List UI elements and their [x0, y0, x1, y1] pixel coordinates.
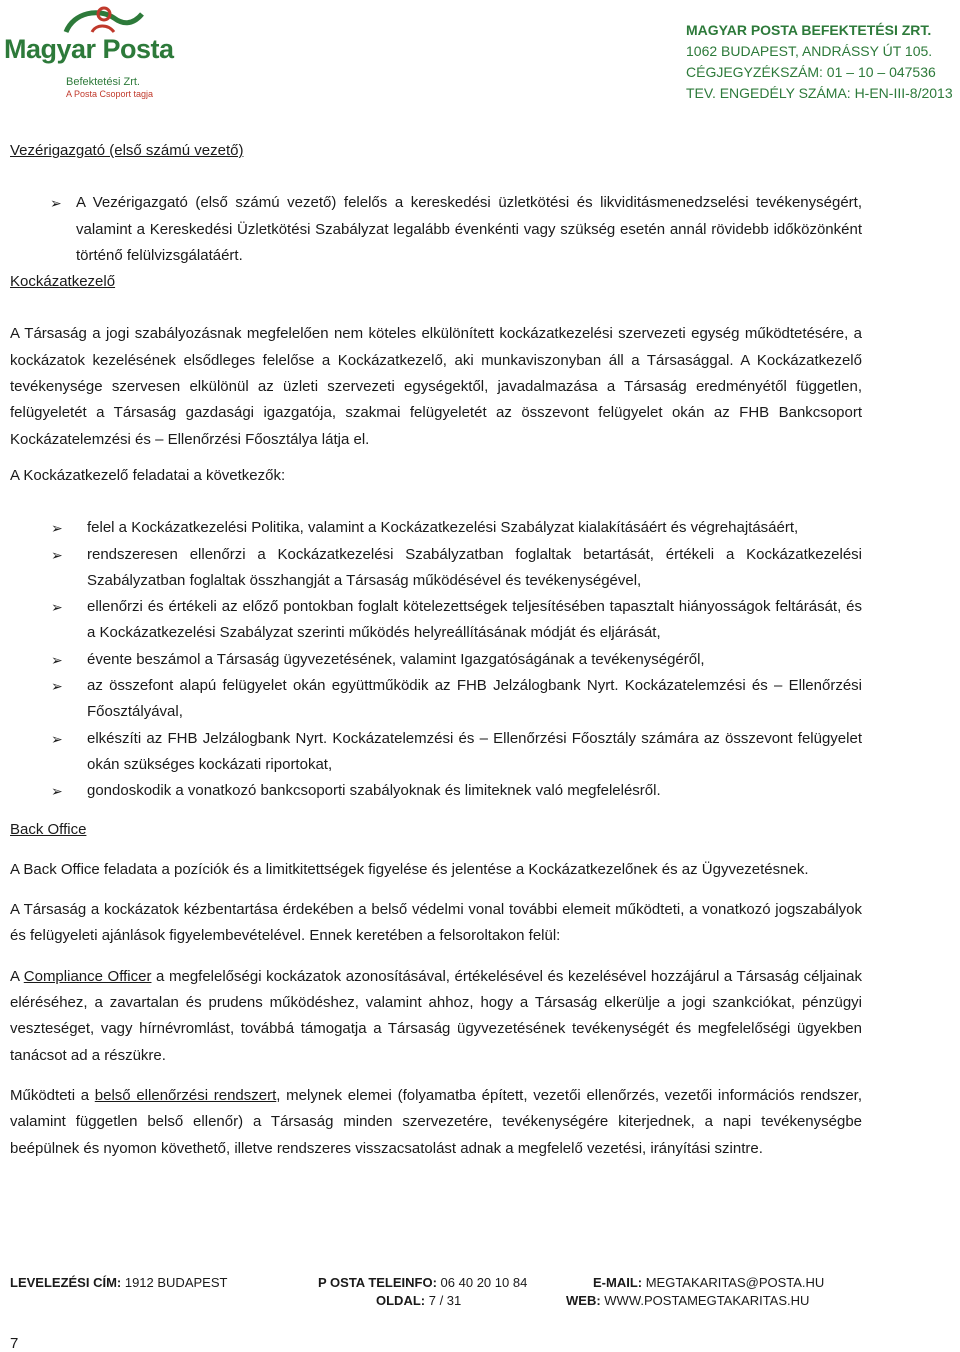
ceo-list	[10, 190, 862, 269]
tasks-list	[10, 515, 862, 804]
arrow-bullet-icon: ➢	[51, 730, 63, 747]
arrow-bullet-icon: ➢	[51, 546, 63, 563]
compliance-paragraph: A Compliance Officer a megfelelőségi kockázatok azonosításával, értékelésével és kezelésével hozzájárul a Társaság céljainak eléréséhez, a zavartalan és prudens működéshez, valamint ahhoz, hogy a Társaság elkerülje a jogi szankciókat, pénzügyi veszteséget, vagy hírnévromlást, továbbá támogatja a Társaság ügyvezetésének tevékenységét és megfelelőségi ügyekben tanácsot ad a részükre.	[10, 967, 862, 1064]
footer-web: WEB: WWW.POSTAMEGTAKARITAS.HU	[566, 1293, 810, 1308]
arrow-bullet-icon: ➢	[51, 599, 63, 616]
list-item: ➢ felel a Kockázatkezelési Politika, valamint a Kockázatkezelési Szabályzat kialakításáért és végrehajtásáért,	[10, 515, 862, 541]
list-item: ➢ gondoskodik a vonatkozó bankcsoporti szabályoknak és limiteknek való megfelelésről.	[10, 778, 862, 804]
logo-name: Magyar Posta	[4, 34, 174, 64]
list-item: ➢ elkészíti az FHB Jelzálogbank Nyrt. Kockázatelemzési és – Ellenőrzési Főosztály számára az összevont felügyelet okán szükséges kockázati riportokat,	[10, 726, 862, 779]
company-address: 1062 BUDAPEST, ANDRÁSSY ÚT 105.	[686, 43, 933, 59]
company-name: MAGYAR POSTA BEFEKTETÉSI ZRT.	[686, 22, 932, 38]
arrow-bullet-icon: ➢	[51, 678, 63, 695]
company-license: TEV. ENGEDÉLY SZÁMA: H-EN-III-8/2013	[686, 85, 953, 101]
controls-paragraph: A Társaság a kockázatok kézbentartása érdekében a belső védelmi vonal további elemeit működteti, a vonatkozó jogszabályok és felügyeleti ajánlások figyelembevételével. Ennek keretében a felsoroltakon felül:	[10, 901, 862, 945]
footer-page: OLDAL: 7 / 31	[376, 1293, 462, 1308]
logo-tagline: A Posta Csoport tagja	[66, 89, 154, 99]
list-item: ➢ A Vezérigazgató (első számú vezető) felelős a kereskedési üzletkötési és likviditásmenedzselési tevékenységért, valamint a Kereskedési Üzletkötési Szabályzat legalább évenkénti vagy szükség esetén annál rövidebb időközönként történő felülvizsgálatáért.	[10, 190, 862, 269]
tasks-intro: A Kockázatkezelő feladatai a következők:	[10, 466, 286, 484]
arrow-bullet-icon: ➢	[51, 783, 63, 800]
list-item: ➢ ellenőrzi és értékeli az előző pontokban foglalt kötelezettségek teljesítésében tapasztalt hiányosságok feltárását, és a Kockázatkezelési Szabályzat szerinti működés helyreállításának módját és eljárását,	[10, 594, 862, 647]
arrow-bullet-icon: ➢	[51, 651, 63, 668]
footer-mail: LEVELEZÉSI CÍM: 1912 BUDAPEST	[10, 1275, 228, 1290]
risk-heading: Kockázatkezelő	[10, 273, 116, 291]
list-item: ➢ évente beszámol a Társaság ügyvezetésének, valamint Igazgatóságának a tevékenységéről,	[10, 647, 862, 673]
page-header	[0, 0, 960, 110]
internal-control-term: belső ellenőrzési rendszert	[94, 1086, 277, 1104]
list-item: ➢ az összefont alapú felügyelet okán együttműködik az FHB Jelzálogbank Nyrt. Kockázatelemzési és – Ellenőrzési Főosztályával,	[10, 673, 862, 726]
arrow-bullet-icon: ➢	[51, 520, 63, 537]
footer-phone: P OSTA TELEINFO: 06 40 20 10 84	[318, 1275, 528, 1290]
back-office-paragraph: A Back Office feladata a pozíciók és a limitkitettségek figyelése és jelentése a Kockázatkezelőnek és az Ügyvezetésnek.	[10, 860, 809, 878]
document-body	[10, 138, 862, 1162]
internal-control-paragraph: Működteti a belső ellenőrzési rendszert, melynek elemei (folyamatba épített, vezetői ellenőrzés, vezetői információs rendszer, valamint független belső ellenőr) a Társaság minden szervezetére, tevékenységére kiterjednek, a napi tevékenységbe beépülnek és nyomon követhető, illetve rendszeres visszacsatolást adnak a megfelelő vezetési, irányítási szintre.	[10, 1086, 862, 1157]
company-registry: CÉGJEGYZÉKSZÁM: 01 – 10 – 047536	[686, 64, 936, 80]
page-number: 7	[10, 1335, 19, 1352]
footer-email: E-MAIL: MEGTAKARITAS@POSTA.HU	[593, 1275, 825, 1290]
logo-subtitle: Befektetési Zrt.	[66, 76, 140, 88]
ceo-heading: Vezérigazgató (első számú vezető)	[10, 142, 244, 159]
arrow-bullet-icon: ➢	[50, 195, 62, 212]
magyar-posta-logo	[4, 4, 174, 104]
list-item: ➢ rendszeresen ellenőrzi a Kockázatkezelési Szabályzatban foglaltak betartását, értékeli a Kockázatkezelési Szabályzatban foglaltak összhangját a Társaság működésével és tevékenységével,	[10, 542, 862, 595]
compliance-officer-term: Compliance Officer	[23, 967, 152, 985]
risk-paragraph: A Társaság a jogi szabályozásnak megfelelően nem köteles elkülönített kockázatkezelési szervezeti egység működtetésére, a kockázatok kezelésének elsődleges felelőse a Kockázatkezelő, aki munkaviszonyban áll a Társasággal. A Kockázatkezelő tevékenysége szervesen elkülönül az üzleti szervezeti egységektől, javadalmazása a Társaság eredményétől független, felügyeletét a Társaság gazdasági igazgatója, szakmai felügyeletét az összevont felügyelet okán az FHB Bankcsoport Kockázatelemzési és – Ellenőrzési Főosztálya látja el.	[10, 325, 862, 448]
company-info	[686, 20, 956, 104]
post-horn-icon	[4, 4, 154, 38]
back-office-heading: Back Office	[10, 820, 87, 838]
